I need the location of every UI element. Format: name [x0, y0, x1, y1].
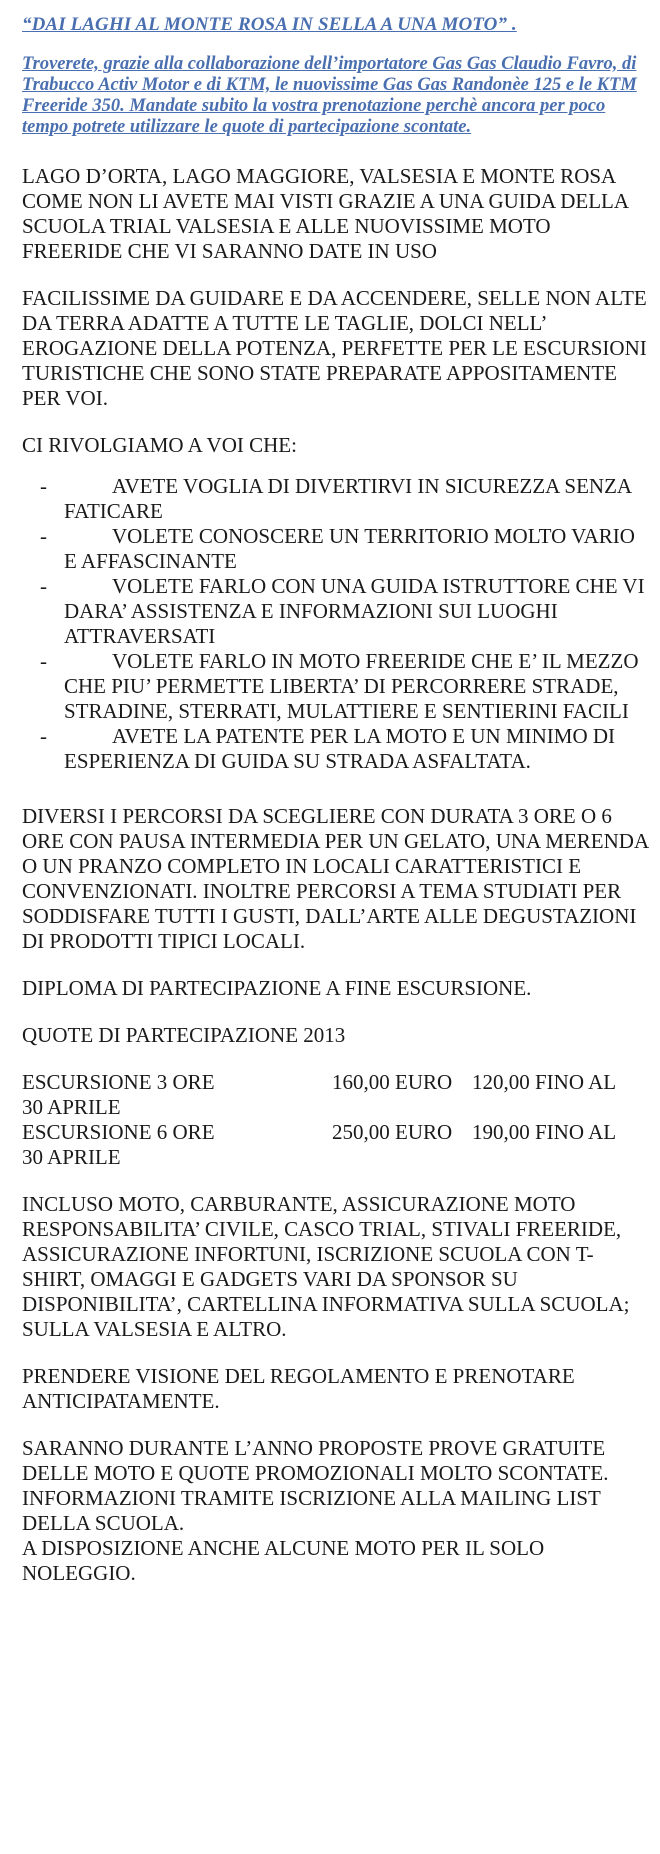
- paragraph-rules: PRENDERE VISIONE DEL REGOLAMENTO E PRENOTARE ANTICIPATAMENTE.: [22, 1364, 575, 1413]
- paragraph-audience: CI RIVOLGIAMO A VOI CHE:: [22, 433, 297, 457]
- fees-table: [22, 1070, 652, 1170]
- list-dash: -: [40, 649, 47, 673]
- document-title: “DAI LAGHI AL MONTE ROSA IN SELLA A UNA MOTO” .: [22, 14, 517, 35]
- paragraph-included: INCLUSO MOTO, CARBURANTE, ASSICURAZIONE MOTO RESPONSABILITA’ CIVILE, CASCO TRIAL, STIVALI FREERIDE, ASSICURAZIONE INFORTUNI, ISCRIZIONE SCUOLA CON T-SHIRT, OMAGGI E GADGETS VARI DA SPONSOR SU DISPONIBILITA’, CARTELLINA INFORMATIVA SULLA SCUOLA; SULLA VALSESIA E ALTRO.: [22, 1192, 630, 1341]
- paragraph-promotions: [22, 1436, 652, 1586]
- list-dash: -: [40, 574, 47, 598]
- fee-until: 30 APRILE: [22, 1145, 121, 1169]
- fee-row: [22, 1120, 652, 1145]
- fee-price: 250,00 EURO: [332, 1120, 453, 1144]
- list-item: - VOLETE FARLO CON UNA GUIDA ISTRUTTORE CHE VI DARA’ ASSISTENZA E INFORMAZIONI SUI LUOGHI ATTRAVERSATI: [40, 574, 645, 648]
- list-item: - AVETE LA PATENTE PER LA MOTO E UN MINIMO DI ESPERIENZA DI GUIDA SU STRADA ASFALTATA.: [40, 724, 616, 773]
- paragraph-diploma: DIPLOMA DI PARTECIPAZIONE A FINE ESCURSIONE.: [22, 976, 532, 1000]
- paragraph-fees-heading: QUOTE DI PARTECIPAZIONE 2013: [22, 1023, 346, 1047]
- fee-name: ESCURSIONE 6 ORE: [22, 1120, 215, 1144]
- paragraph-routes: DIVERSI I PERCORSI DA SCEGLIERE CON DURATA 3 ORE O 6 ORE CON PAUSA INTERMEDIA PER UN GELATO, UNA MERENDA O UN PRANZO COMPLETO IN LOCALI CARATTERISTICI E CONVENZIONATI. INOLTRE PERCORSI A TEMA STUDIATI PER SODDISFARE TUTTI I GUSTI, DALL’ARTE ALLE DEGUSTAZIONI DI PRODOTTI TIPICI LOCALI.: [22, 804, 648, 953]
- fee-until-row: [22, 1095, 652, 1120]
- list-item: - VOLETE CONOSCERE UN TERRITORIO MOLTO VARIO E AFFASCINANTE: [40, 524, 635, 573]
- paragraph-bikes: FACILISSIME DA GUIDARE E DA ACCENDERE, SELLE NON ALTE DA TERRA ADATTE A TUTTE LE TAGLIE, DOLCI NELL’ EROGAZIONE DELLA POTENZA, PERFETTE PER LE ESCURSIONI TURISTICHE CHE SONO STATE PREPARATE APPOSITAMENTE PER VOI.: [22, 286, 647, 410]
- audience-list: [22, 474, 652, 774]
- list-dash: -: [40, 724, 47, 748]
- fee-discount: 120,00 FINO AL: [472, 1070, 617, 1094]
- list-dash: -: [40, 524, 47, 548]
- fee-row: [22, 1070, 652, 1095]
- rental-text: A DISPOSIZIONE ANCHE ALCUNE MOTO PER IL SOLO NOLEGGIO.: [22, 1536, 545, 1585]
- fee-discount: 190,00 FINO AL: [472, 1120, 617, 1144]
- fee-until: 30 APRILE: [22, 1095, 121, 1119]
- promotions-text: SARANNO DURANTE L’ANNO PROPOSTE PROVE GRATUITE DELLE MOTO E QUOTE PROMOZIONALI MOLTO SCONTATE. INFORMAZIONI TRAMITE ISCRIZIONE ALLA MAILING LIST DELLA SCUOLA.: [22, 1436, 609, 1535]
- paragraph-lakes: LAGO D’ORTA, LAGO MAGGIORE, VALSESIA E MONTE ROSA COME NON LI AVETE MAI VISTI GRAZIE A UNA GUIDA DELLA SCUOLA TRIAL VALSESIA E ALLE NUOVISSIME MOTO FREERIDE CHE VI SARANNO DATE IN USO: [22, 164, 628, 263]
- fee-name: ESCURSIONE 3 ORE: [22, 1070, 215, 1094]
- intro-paragraph: Troverete, grazie alla collaborazione dell’importatore Gas Gas Claudio Favro, di Trabucco Activ Motor e di KTM, le nuovissime Gas Gas Randonèe 125 e le KTM Freeride 350. Mandate subito la vostra prenotazione perchè ancora per poco tempo potrete utilizzare le quote di partecipazione scontate.: [22, 54, 637, 137]
- list-item: - VOLETE FARLO IN MOTO FREERIDE CHE E’ IL MEZZO CHE PIU’ PERMETTE LIBERTA’ DI PERCORRERE STRADE, STRADINE, STERRATI, MULATTIERE E SENTIERINI FACILI: [40, 649, 639, 723]
- list-item: - AVETE VOGLIA DI DIVERTIRVI IN SICUREZZA SENZA FATICARE: [40, 474, 631, 523]
- fee-price: 160,00 EURO: [332, 1070, 453, 1094]
- list-dash: -: [40, 474, 47, 498]
- document-page: [22, 14, 652, 1586]
- fee-until-row: [22, 1145, 652, 1170]
